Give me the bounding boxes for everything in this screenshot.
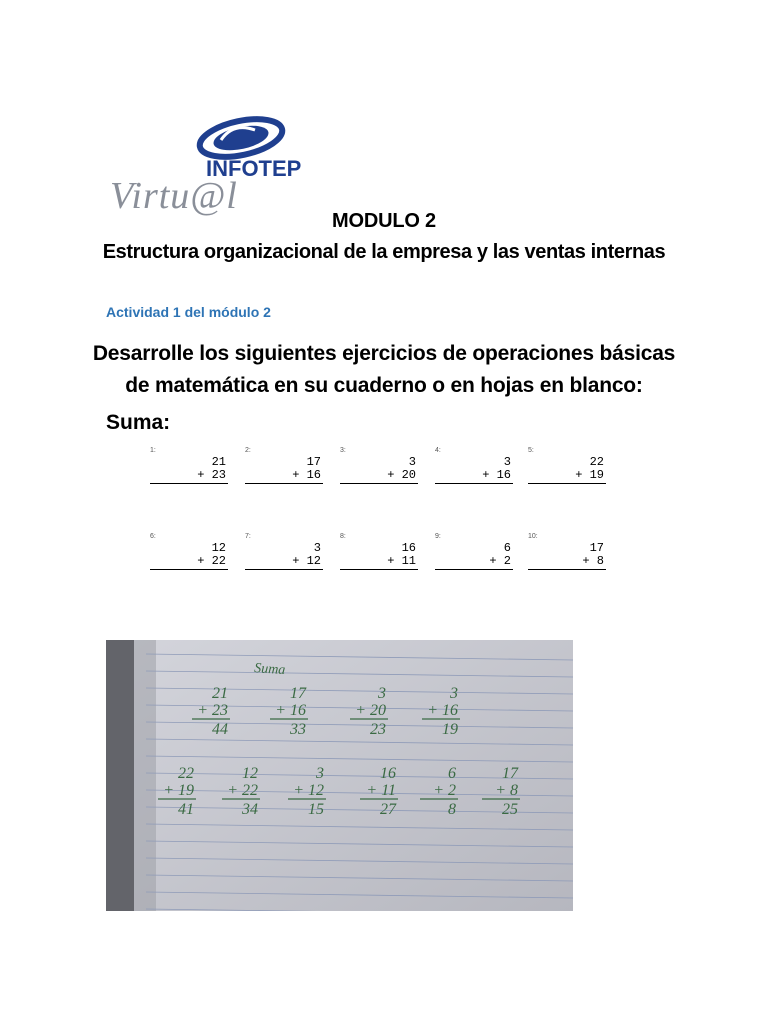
exercise-item xyxy=(150,447,228,487)
exercise-number: 2: xyxy=(245,447,251,454)
exercise-addend-b: + 19 xyxy=(528,468,606,484)
notebook-addend-a: 6 xyxy=(448,765,456,782)
infotep-virtual-logo xyxy=(106,108,306,218)
exercise-addend-a: 3 xyxy=(313,541,321,555)
exercise-grid xyxy=(150,447,610,619)
activity-heading: Actividad 1 del módulo 2 xyxy=(106,304,271,320)
exercise-addend-b: + 16 xyxy=(435,468,513,484)
exercise-number: 5: xyxy=(528,447,534,454)
exercise-item xyxy=(245,533,323,573)
exercise-addend-a: 22 xyxy=(589,455,604,469)
exercise-item xyxy=(150,533,228,573)
notebook-addend-b: + 23 xyxy=(197,702,228,719)
notebook-addend-a: 3 xyxy=(378,685,386,702)
exercise-addend-b: + 23 xyxy=(150,468,228,484)
notebook-result: 44 xyxy=(212,721,228,738)
exercise-addend-a: 17 xyxy=(589,541,604,555)
exercise-addend-b: + 12 xyxy=(245,554,323,570)
notebook-addend-b: + 16 xyxy=(275,702,306,719)
notebook-result: 33 xyxy=(290,721,306,738)
exercise-addend-a: 12 xyxy=(211,541,226,555)
instructions-line-1: Desarrolle los siguientes ejercicios de operaciones básicas xyxy=(92,342,676,365)
exercise-row xyxy=(150,533,610,619)
notebook-addend-b: + 11 xyxy=(366,782,396,799)
notebook-addend-a: 3 xyxy=(450,685,458,702)
notebook-result: 34 xyxy=(242,801,258,818)
notebook-addend-b: + 22 xyxy=(227,782,258,799)
section-heading: Suma: xyxy=(106,411,171,434)
exercise-number: 8: xyxy=(340,533,346,540)
exercise-addend-a: 3 xyxy=(503,455,511,469)
notebook-drawing xyxy=(106,640,573,911)
notebook-addend-a: 21 xyxy=(212,685,228,702)
exercise-number: 4: xyxy=(435,447,441,454)
notebook-addend-a: 17 xyxy=(502,765,518,782)
exercise-number: 9: xyxy=(435,533,441,540)
exercise-number: 6: xyxy=(150,533,156,540)
notebook-addend-b: + 16 xyxy=(427,702,458,719)
exercise-addend-a: 21 xyxy=(211,455,226,469)
exercise-addend-a: 6 xyxy=(503,541,511,555)
notebook-result: 8 xyxy=(448,801,456,818)
notebook-addend-a: 3 xyxy=(316,765,324,782)
exercise-number: 10: xyxy=(528,533,538,540)
notebook-addend-a: 16 xyxy=(380,765,396,782)
instructions-line-2: de matemática en su cuaderno o en hojas en blanco: xyxy=(125,374,643,397)
exercise-addend-b: + 11 xyxy=(340,554,418,570)
exercise-addend-b: + 20 xyxy=(340,468,418,484)
exercise-item xyxy=(245,447,323,487)
exercise-number: 7: xyxy=(245,533,251,540)
notebook-result: 25 xyxy=(502,801,518,818)
logo-brand-text: INFOTEP xyxy=(206,156,302,181)
exercise-row xyxy=(150,447,610,533)
exercise-addend-b: + 22 xyxy=(150,554,228,570)
notebook-addend-b: + 8 xyxy=(495,782,518,799)
exercise-item xyxy=(340,533,418,573)
notebook-addend-b: + 20 xyxy=(355,702,386,719)
exercise-item xyxy=(435,533,513,573)
notebook-addend-b: + 12 xyxy=(293,782,324,799)
exercise-addend-a: 17 xyxy=(306,455,321,469)
exercise-addend-a: 3 xyxy=(408,455,416,469)
exercise-addend-b: + 2 xyxy=(435,554,513,570)
notebook-result: 19 xyxy=(442,721,458,738)
exercise-item xyxy=(528,447,606,487)
notebook-addend-a: 17 xyxy=(290,685,306,702)
logo-graphic xyxy=(106,108,306,218)
notebook-addend-a: 22 xyxy=(178,765,194,782)
exercise-addend-b: + 16 xyxy=(245,468,323,484)
notebook-result: 15 xyxy=(308,801,324,818)
exercise-item xyxy=(340,447,418,487)
exercise-number: 1: xyxy=(150,447,156,454)
notebook-result: 23 xyxy=(370,721,386,738)
exercise-addend-a: 16 xyxy=(401,541,416,555)
notebook-addend-b: + 19 xyxy=(163,782,194,799)
notebook-addend-a: 12 xyxy=(242,765,258,782)
exercise-addend-b: + 8 xyxy=(528,554,606,570)
notebook-result: 41 xyxy=(178,801,194,818)
exercise-item xyxy=(528,533,606,573)
logo-script-text: Virtu@l xyxy=(110,175,238,217)
notebook-addend-b: + 2 xyxy=(433,782,456,799)
notebook-result: 27 xyxy=(380,801,396,818)
notebook-heading: Suma xyxy=(253,661,286,679)
exercise-item xyxy=(435,447,513,487)
module-title: MODULO 2 xyxy=(332,210,436,232)
notebook-photo xyxy=(106,640,573,911)
exercise-number: 3: xyxy=(340,447,346,454)
module-subtitle: Estructura organizacional de la empresa y las ventas internas xyxy=(102,241,666,263)
